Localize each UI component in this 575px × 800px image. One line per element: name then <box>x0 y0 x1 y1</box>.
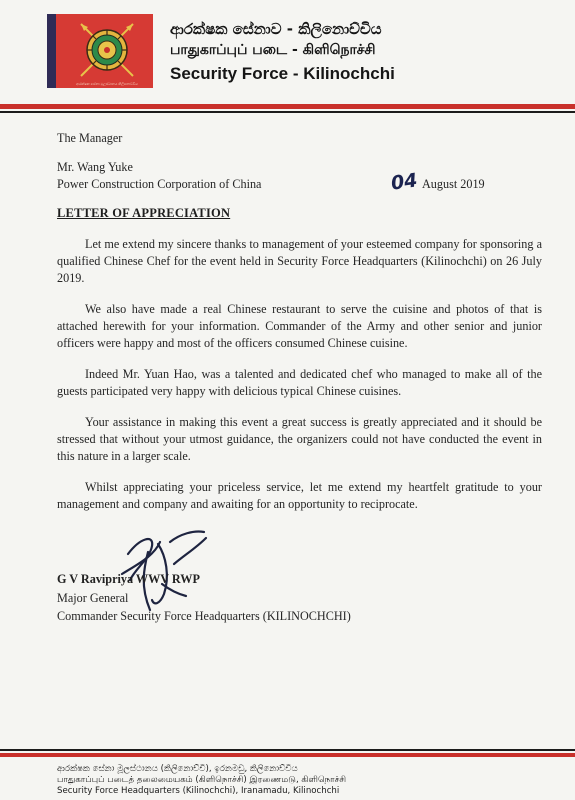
emblem-motto: ආරක්ෂක සේනා මූලස්ථානය කිලිනොච්චිය <box>76 82 138 86</box>
signatory-rank: Major General <box>57 591 129 605</box>
signatory-name: G V Ravipriya WWV RWP <box>57 572 200 586</box>
recipient-name: Mr. Wang Yuke <box>57 160 133 174</box>
emblem-icon <box>77 20 137 80</box>
footer-address-sinhala: ආරක්ෂක සේනා මූලස්ථානය (කිලිනොච්චි), ඉරනමඩු, කිලිනොච්චිය <box>57 764 298 774</box>
footer-rule-red <box>0 753 575 757</box>
date-day-handwritten: 04 <box>389 169 419 195</box>
letterhead-title-english: Security Force - Kilinochchi <box>170 64 395 83</box>
signatory-position: Commander Security Force Headquarters (KILINOCHCHI) <box>57 609 351 623</box>
letterhead-title-tamil: பாதுகாப்புப் படை - கிளிநொச்சி <box>170 42 376 58</box>
paragraph-1: Let me extend my sincere thanks to management of your esteemed company for sponsoring a qualified Chinese Chef for the event held in Security Force Headquarters (Kilinochchi) on 26 July 2019. <box>57 237 542 286</box>
paragraph-3: Indeed Mr. Yuan Hao, was a talented and dedicated chef who managed to make all of the guests participated very happy with delicious typical Chinese cuisines. <box>57 367 542 399</box>
paragraph-5: Whilst appreciating your priceless service, let me extend my heartfelt gratitude to your management and company and awaiting for an opportunity to reciprocate. <box>57 480 542 512</box>
footer-address-tamil: பாதுகாப்புப் படைத் தலைமையகம் (கிளிநொச்சி) இரணைமடு, கிளிநொச்சி <box>57 775 347 785</box>
recipient-organization: Power Construction Corporation of China <box>57 177 262 191</box>
paragraph-4: Your assistance in making this event a great success is greatly appreciated and it should be stressed that without your utmost guidance, the organizers could not have conducted the event in this nature in a larger scale. <box>57 415 542 464</box>
flag-strip <box>47 14 56 88</box>
army-flag-logo <box>47 14 153 88</box>
footer-rule-black <box>0 749 575 751</box>
footer-address-english: Security Force Headquarters (Kilinochchi), Iranamadu, Kilinochchi <box>57 786 340 796</box>
recipient-title: The Manager <box>57 131 123 145</box>
header-rule-black <box>0 111 575 113</box>
letter-heading: LETTER OF APPRECIATION <box>57 206 231 220</box>
header-rule-red <box>0 104 575 109</box>
letterhead-title-sinhala: ආරක්ෂක සේනාව - කිලිනොච්චිය <box>170 20 382 38</box>
paragraph-2: We also have made a real Chinese restaurant to serve the cuisine and photos of that is attached herewith for your information. Commander of the Army and other senior and junior officers were happy and most of the officers consumed Chinese cuisine. <box>57 302 542 351</box>
date-month-year: August 2019 <box>422 177 485 191</box>
